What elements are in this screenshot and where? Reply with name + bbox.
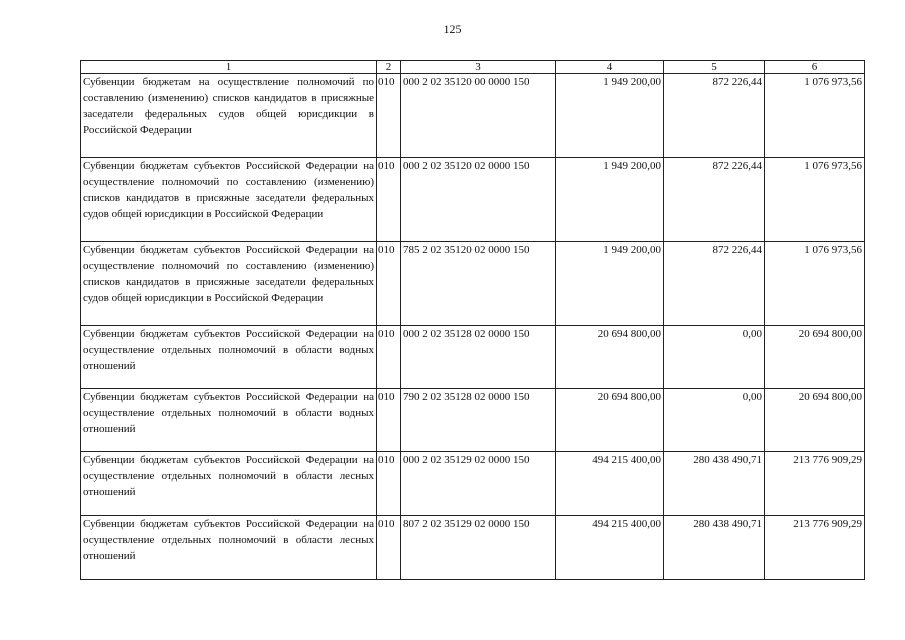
- row-description: Субвенции бюджетам субъектов Российской Федерации на осуществление полномочий по составлению (изменению) списков кандидатов в присяжные заседатели федеральных судов общей юрисдикции в Российской Федерации: [81, 158, 377, 242]
- row-col4: 20 694 800,00: [556, 326, 664, 389]
- row-col5: 0,00: [664, 389, 765, 452]
- column-header: 6: [765, 61, 865, 74]
- column-header: 1: [81, 61, 377, 74]
- row-col4: 1 949 200,00: [556, 158, 664, 242]
- row-glava: 010: [377, 452, 401, 516]
- row-col5: 280 438 490,71: [664, 452, 765, 516]
- row-code: 000 2 02 35129 02 0000 150: [401, 452, 556, 516]
- budget-table: [80, 60, 865, 580]
- row-code: 785 2 02 35120 02 0000 150: [401, 242, 556, 326]
- row-glava: 010: [377, 516, 401, 580]
- row-glava: 010: [377, 242, 401, 326]
- row-col5: 280 438 490,71: [664, 516, 765, 580]
- row-glava: 010: [377, 158, 401, 242]
- row-description: Субвенции бюджетам субъектов Российской Федерации на осуществление полномочий по составлению (изменению) списков кандидатов в присяжные заседатели федеральных судов общей юрисдикции в Российской Федерации: [81, 242, 377, 326]
- table-row: [81, 242, 865, 326]
- row-col6: 213 776 909,29: [765, 516, 865, 580]
- table-row: [81, 452, 865, 516]
- row-col5: 0,00: [664, 326, 765, 389]
- row-col6: 1 076 973,56: [765, 242, 865, 326]
- column-header: 3: [401, 61, 556, 74]
- table-row: [81, 516, 865, 580]
- row-glava: 010: [377, 74, 401, 158]
- row-glava: 010: [377, 326, 401, 389]
- row-col4: 20 694 800,00: [556, 389, 664, 452]
- page-number: 125: [443, 22, 462, 36]
- row-col5: 872 226,44: [664, 158, 765, 242]
- table-row: [81, 389, 865, 452]
- row-col6: 20 694 800,00: [765, 326, 865, 389]
- row-code: 807 2 02 35129 02 0000 150: [401, 516, 556, 580]
- column-header: 5: [664, 61, 765, 74]
- header-row: [81, 61, 865, 74]
- row-col6: 20 694 800,00: [765, 389, 865, 452]
- row-glava: 010: [377, 389, 401, 452]
- row-col4: 1 949 200,00: [556, 242, 664, 326]
- row-code: 000 2 02 35120 02 0000 150: [401, 158, 556, 242]
- row-description: Субвенции бюджетам субъектов Российской Федерации на осуществление отдельных полномочий в области лесных отношений: [81, 516, 377, 580]
- table-row: [81, 158, 865, 242]
- row-col4: 494 215 400,00: [556, 516, 664, 580]
- table-row: [81, 74, 865, 158]
- table-row: [81, 326, 865, 389]
- row-col4: 1 949 200,00: [556, 74, 664, 158]
- row-description: Субвенции бюджетам субъектов Российской Федерации на осуществление отдельных полномочий в области водных отношений: [81, 389, 377, 452]
- row-col4: 494 215 400,00: [556, 452, 664, 516]
- row-code: 790 2 02 35128 02 0000 150: [401, 389, 556, 452]
- row-col5: 872 226,44: [664, 74, 765, 158]
- row-col6: 1 076 973,56: [765, 74, 865, 158]
- row-code: 000 2 02 35128 02 0000 150: [401, 326, 556, 389]
- row-col6: 213 776 909,29: [765, 452, 865, 516]
- row-code: 000 2 02 35120 00 0000 150: [401, 74, 556, 158]
- row-col5: 872 226,44: [664, 242, 765, 326]
- column-header: 4: [556, 61, 664, 74]
- row-description: Субвенции бюджетам субъектов Российской Федерации на осуществление отдельных полномочий в области водных отношений: [81, 326, 377, 389]
- column-header: 2: [377, 61, 401, 74]
- row-description: Субвенции бюджетам на осуществление полномочий по составлению (изменению) списков кандидатов в присяжные заседатели федеральных судов общей юрисдикции в Российской Федерации: [81, 74, 377, 158]
- row-col6: 1 076 973,56: [765, 158, 865, 242]
- row-description: Субвенции бюджетам субъектов Российской Федерации на осуществление отдельных полномочий в области лесных отношений: [81, 452, 377, 516]
